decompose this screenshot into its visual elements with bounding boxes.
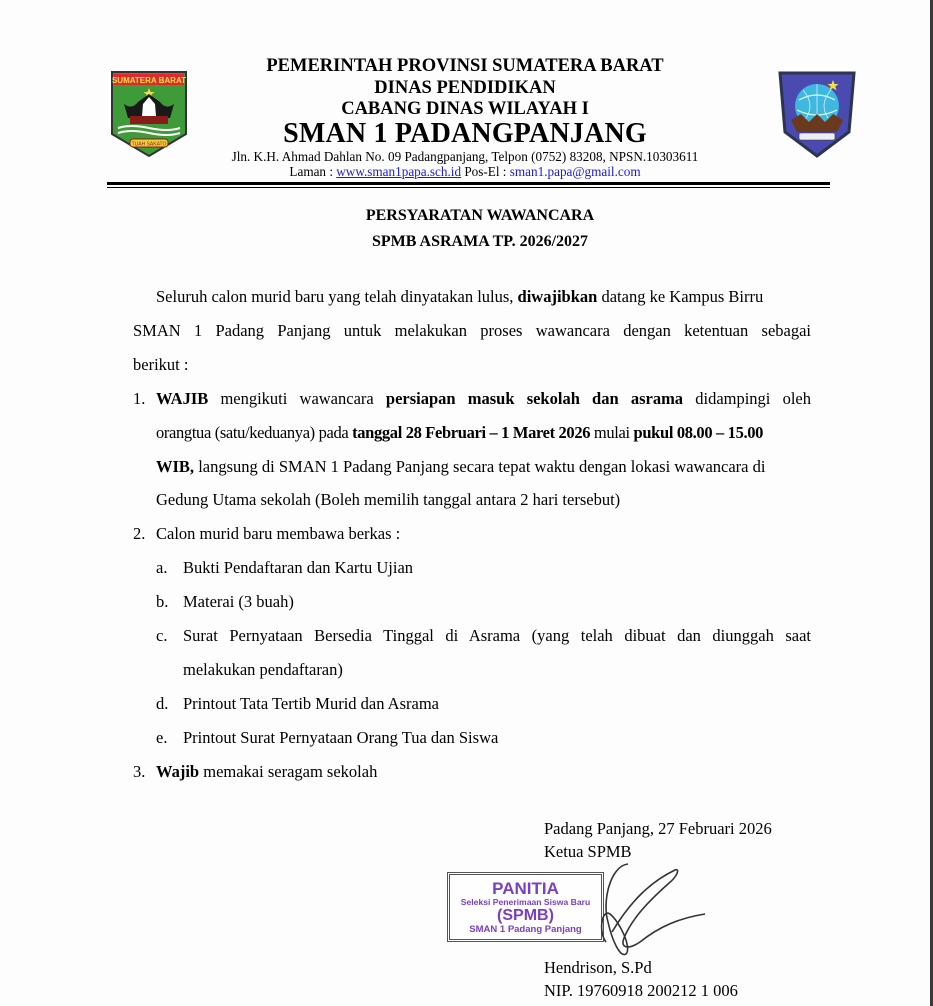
- email-link[interactable]: sman1.papa@gmail.com: [509, 164, 641, 179]
- subitem-b-letter: b.: [156, 592, 169, 611]
- header-divider-thin: [107, 187, 830, 188]
- item-1-line-1: [156, 389, 811, 409]
- stamp-line-3: (SPMB): [497, 907, 554, 924]
- signatory-nip: NIP. 19760918 200212 1 006: [544, 981, 738, 1000]
- item-1-text-3b: langsung di SMAN 1 Padang Panjang secara tepat waktu dengan lokasi wawancara di: [194, 457, 766, 476]
- item-1-text-b: mengikuti wawancara: [208, 389, 386, 408]
- letterhead-department: DINAS PENDIDIKAN: [374, 78, 556, 98]
- item-1-text-2c: mulai: [590, 423, 634, 442]
- signatory-name: Hendrison, S.Pd: [544, 958, 652, 977]
- item-1-line-4: Gedung Utama sekolah (Boleh memilih tanggal antara 2 hari tersebut): [156, 490, 621, 509]
- document-subtitle: SPMB ASRAMA TP. 2026/2027: [371, 233, 589, 250]
- letterhead-province: PEMERINTAH PROVINSI SUMATERA BARAT: [266, 56, 664, 76]
- subitem-a-letter: a.: [156, 558, 168, 577]
- subitem-e-text: Printout Surat Pernyataan Orang Tua dan Siswa: [183, 728, 499, 747]
- handwritten-signature: [580, 862, 760, 962]
- school-crest-logo: [777, 70, 857, 158]
- intro-line-3: berikut :: [133, 355, 189, 374]
- subitem-c-text-cont: melakukan pendaftaran): [183, 660, 343, 679]
- signature-place-date: Padang Panjang, 27 Februari 2026: [544, 819, 772, 838]
- item-1-line-3: [156, 457, 811, 477]
- item-1-text-2a: orangtua (satu/keduanya) pada: [156, 423, 353, 442]
- subitem-d-text: Printout Tata Tertib Murid dan Asrama: [183, 694, 439, 713]
- document-title: PERSYARATAN WAWANCARA: [365, 207, 595, 224]
- subitem-a-text: Bukti Pendaftaran dan Kartu Ujian: [183, 558, 414, 577]
- subitem-e-letter: e.: [156, 728, 168, 747]
- header-divider-thick: [107, 182, 830, 185]
- item-3-text: [156, 762, 834, 782]
- letterhead-school-name: SMAN 1 PADANGPANJANG: [283, 118, 647, 149]
- item-1-line-2: [156, 423, 811, 443]
- item-1-text-d: didampingi oleh: [683, 389, 811, 408]
- web-label: Laman :: [289, 164, 337, 179]
- intro-line-1: [156, 287, 811, 307]
- intro-line-2: SMAN 1 Padang Panjang untuk melakukan proses wawancara dengan ketentuan sebagai: [133, 321, 811, 340]
- intro-text-a: Seluruh calon murid baru yang telah dinyatakan lulus,: [156, 287, 518, 306]
- letterhead-branch: CABANG DINAS WILAYAH I: [341, 99, 589, 119]
- intro-emphasis: diwajibkan: [517, 287, 598, 306]
- item-3-rest: memakai seragam sekolah: [199, 762, 378, 781]
- website-link[interactable]: www.sman1papa.sch.id: [336, 164, 462, 179]
- svg-text:SUMATERA BARAT: SUMATERA BARAT: [111, 76, 187, 85]
- letterhead-contact: [180, 164, 750, 180]
- subitem-c-letter: c.: [156, 626, 168, 645]
- item-1-wajib: WAJIB: [156, 389, 209, 408]
- intro-text-c: datang ke Kampus Birru: [597, 287, 764, 306]
- svg-text:TUAH SAKATO: TUAH SAKATO: [131, 141, 167, 148]
- stamp-line-2: Seleksi Penerimaan Siswa Baru: [460, 897, 591, 907]
- item-1-date: tanggal 28 Februari – 1 Maret 2026: [352, 423, 591, 442]
- subitem-b-text: Materai (3 buah): [183, 592, 294, 611]
- item-3-wajib: Wajib: [156, 762, 200, 781]
- stamp-line-1: PANITIA: [492, 879, 559, 898]
- item-3-number: 3.: [133, 762, 146, 781]
- item-1-emphasis: persiapan masuk sekolah dan asrama: [385, 389, 684, 408]
- signature-role: Ketua SPMB: [544, 842, 632, 861]
- item-2-text: Calon murid baru membawa berkas :: [156, 524, 401, 543]
- item-1-number: 1.: [133, 389, 146, 408]
- stamp-line-4: SMAN 1 Padang Panjang: [469, 924, 582, 935]
- item-1-time: pukul 08.00 – 15.00: [633, 423, 764, 442]
- email-label: Pos-El :: [461, 164, 510, 179]
- sumatera-barat-logo: [110, 70, 188, 158]
- item-1-wib: WIB,: [156, 457, 195, 476]
- item-2-number: 2.: [133, 524, 146, 543]
- subitem-d-letter: d.: [156, 694, 169, 713]
- subitem-c-text: Surat Pernyataan Bersedia Tinggal di Asrama (yang telah dibuat dan diunggah saat: [183, 626, 811, 645]
- letterhead-address: Jln. K.H. Ahmad Dahlan No. 09 Padangpanjang, Telpon (0752) 83208, NPSN.10303611: [231, 149, 699, 164]
